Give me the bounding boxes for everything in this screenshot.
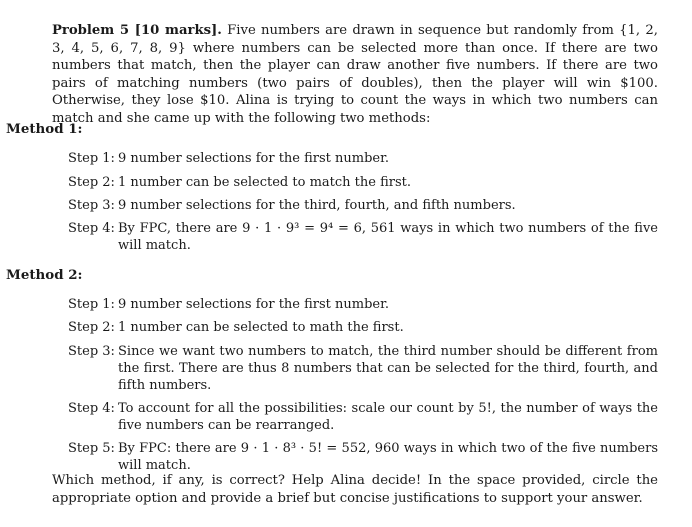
step-text: Since we want two numbers to match, the third number should be different from the first. There are thus 8 numbers that can be selected for the third, fourth, and fifth numbers. xyxy=(118,344,658,393)
step-label: Step 5: xyxy=(68,441,115,456)
method-1-step-1 xyxy=(68,150,658,167)
problem-text: Five numbers are drawn in sequence but randomly from {1, 2, 3, 4, 5, 6, 7, 8, 9} where numbers can be selected more than once. If there are two numbers that match, then the player can draw another five numbers. If there are two pairs of matching numbers (two pairs of doubles), then the player will win $100. Otherwise, they lose $10. Alina is trying to count the ways in which two numbers can match and she came up with the following two methods: xyxy=(52,23,658,126)
problem-statement xyxy=(52,22,658,128)
step-text: By FPC, there are 9 · 1 · 9³ = 9⁴ = 6, 561 ways in which two numbers of the five will match. xyxy=(118,221,658,253)
method-1-title: Method 1: xyxy=(6,121,83,137)
method-2-step-3 xyxy=(68,343,658,394)
step-label: Step 4: xyxy=(68,221,115,236)
step-text: 1 number can be selected to math the first. xyxy=(118,320,404,335)
step-text: 9 number selections for the first number. xyxy=(118,297,390,312)
step-label: Step 1: xyxy=(68,151,115,166)
step-label: Step 2: xyxy=(68,320,115,335)
question-text: Which method, if any, is correct? Help Alina decide! In the space provided, circle the appropriate option and provide a brief but concise justifications to support your answer. xyxy=(52,473,658,506)
method-2-steps xyxy=(68,296,658,474)
method-1-step-4 xyxy=(68,220,658,254)
method-1-step-2 xyxy=(68,174,658,191)
step-label: Step 2: xyxy=(68,175,115,190)
step-text: 9 number selections for the first number. xyxy=(118,151,390,166)
step-text: To account for all the possibilities: scale our count by 5!, the number of ways the five numbers can be rearranged. xyxy=(118,401,658,433)
step-label: Step 4: xyxy=(68,401,115,416)
step-label: Step 3: xyxy=(68,344,115,359)
method-2-title: Method 2: xyxy=(6,267,83,283)
step-label: Step 3: xyxy=(68,198,115,213)
method-1-steps xyxy=(68,150,658,254)
step-text: By FPC: there are 9 · 1 · 8³ · 5! = 552, 960 ways in which two of the five numbers will match. xyxy=(118,441,658,473)
method-2-step-4 xyxy=(68,400,658,434)
method-2-step-5 xyxy=(68,440,658,474)
step-text: 9 number selections for the third, fourth, and fifth numbers. xyxy=(118,198,516,213)
method-1-step-3 xyxy=(68,197,658,214)
step-label: Step 1: xyxy=(68,297,115,312)
method-2-step-2 xyxy=(68,319,658,336)
problem-heading: Problem 5 [10 marks]. xyxy=(52,23,222,38)
method-2-step-1 xyxy=(68,296,658,313)
step-text: 1 number can be selected to match the first. xyxy=(118,175,411,190)
